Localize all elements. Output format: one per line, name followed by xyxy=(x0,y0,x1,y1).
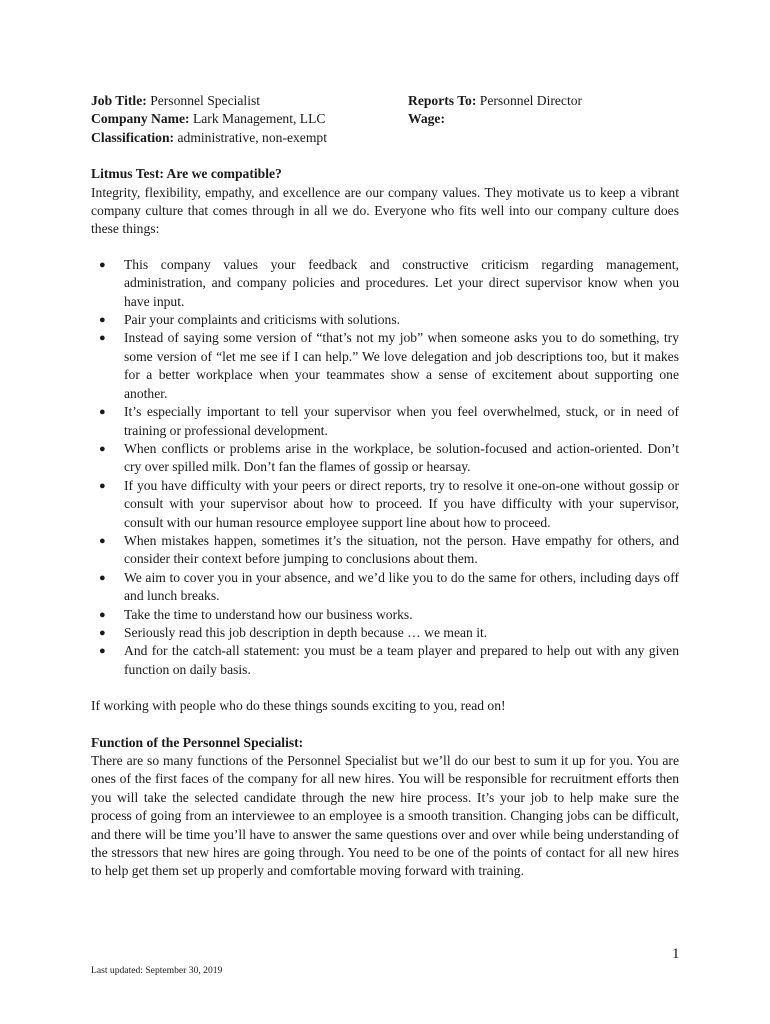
job-header-right xyxy=(408,92,679,147)
list-item xyxy=(91,532,679,569)
job-title-label: Job Title: xyxy=(91,93,147,108)
bullet-icon: ● xyxy=(99,258,106,271)
bullet-icon: ● xyxy=(99,645,106,658)
classification-label: Classification: xyxy=(91,129,175,145)
classification-value: administrative, non-exempt xyxy=(177,129,327,145)
bullet-icon: ● xyxy=(99,479,106,492)
company-line xyxy=(91,110,408,128)
list-item xyxy=(91,329,679,403)
bullet-icon: ● xyxy=(99,442,106,455)
company-value: Lark Management, LLC xyxy=(192,111,326,127)
classification-line xyxy=(91,129,408,147)
list-item xyxy=(91,403,679,440)
bullet-icon: ● xyxy=(99,534,106,547)
list-item-text: This company values your feedback and constructive criticism regarding management, administration, and company policies and procedures. Let your direct supervisor know when you have input. xyxy=(124,256,679,309)
bullet-icon: ● xyxy=(99,332,106,345)
job-header xyxy=(91,92,679,147)
bullet-icon: ● xyxy=(99,626,106,639)
wage-label: Wage: xyxy=(408,111,445,127)
bullet-icon: ● xyxy=(99,571,106,584)
job-title-value: Personnel Specialist xyxy=(150,93,261,108)
job-title-line xyxy=(91,92,408,110)
list-item-text: Pair your complaints and criticisms with solutions. xyxy=(124,312,401,328)
bullet-icon: ● xyxy=(99,314,106,327)
company-label: Company Name: xyxy=(91,111,190,127)
list-item xyxy=(91,569,679,606)
page-number: 1 xyxy=(672,946,680,962)
list-item-text: It’s especially important to tell your supervisor when you feel overwhelmed, stuck, or in need of training or professional development. xyxy=(124,404,679,438)
list-item xyxy=(91,606,679,624)
list-item-text: Take the time to understand how our business works. xyxy=(124,606,413,622)
bullet-icon: ● xyxy=(99,406,106,419)
list-item xyxy=(91,256,679,311)
reports-to-label: Reports To: xyxy=(408,93,477,108)
values-list xyxy=(91,256,679,679)
list-item-text: We aim to cover you in your absence, and we’d like you to do the same for others, including days off and lunch breaks. xyxy=(124,569,679,604)
litmus-intro: Integrity, flexibility, empathy, and excellence are our company values. They motivate us to keep a vibrant company culture that comes through in all we do. Everyone who fits well into our company culture does these things: xyxy=(91,184,679,237)
last-updated-footer: Last updated: September 30, 2019 xyxy=(91,965,223,976)
list-item xyxy=(91,311,679,329)
list-item-text: When mistakes happen, sometimes it’s the situation, not the person. Have empathy for others, and consider their context before jumping to conclusions about them. xyxy=(124,532,679,567)
list-item-text: And for the catch-all statement: you must be a team player and prepared to help out with any given function on daily basis. xyxy=(124,643,679,677)
document-page xyxy=(91,92,679,881)
list-item xyxy=(91,624,679,642)
litmus-heading: Litmus Test: Are we compatible? xyxy=(91,166,282,182)
list-item-text: Seriously read this job description in depth because … we mean it. xyxy=(124,624,488,640)
list-item xyxy=(91,440,679,477)
list-item-text: Instead of saying some version of “that’s not my job” when someone asks you to do something, try some version of “let me see if I can help.” We love delegation and job descriptions too, but it makes for a better workplace when your teammates show a sense of excitement about supporting one another. xyxy=(124,330,679,401)
litmus-closing: If working with people who do these things sounds exciting to you, read on! xyxy=(91,698,506,714)
list-item xyxy=(91,477,679,532)
function-heading: Function of the Personnel Specialist: xyxy=(91,734,304,750)
reports-to-line xyxy=(408,92,679,110)
function-body: There are so many functions of the Personnel Specialist but we’ll do our best to sum it up for you. You are ones of the first faces of the company for all new hires. You will be responsible for recruitment efforts then you will take the selected candidate through the new hire process. It’s your job to help make sure the process of going from an interviewee to an employee is a smooth transition. Changing jobs can be difficult, and there will be time you’ll have to answer the same questions over and over while being understanding of the stressors that new hires are going through. You need to be one of the points of contact for all new hires to help get them set up properly and comfortable moving forward with training. xyxy=(91,753,679,879)
reports-to-value: Personnel Director xyxy=(479,93,583,108)
list-item-text: If you have difficulty with your peers or direct reports, try to resolve it one-on-one without gossip or consult with your supervisor about how to proceed. If you have difficulty with your supervisor, consult with our human resource employee support line about how to proceed. xyxy=(124,477,679,530)
list-item xyxy=(91,642,679,679)
list-item-text: When conflicts or problems arise in the workplace, be solution-focused and action-oriented. Don’t cry over spilled milk. Don’t fan the flames of gossip or hearsay. xyxy=(124,440,679,475)
wage-line xyxy=(408,110,679,128)
bullet-icon: ● xyxy=(99,608,106,621)
job-header-left xyxy=(91,92,408,147)
